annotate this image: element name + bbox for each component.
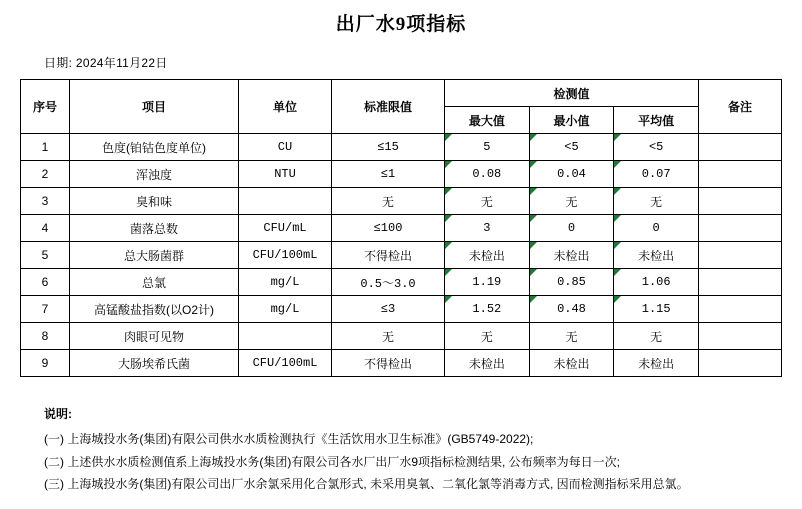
cell-avg: 0 xyxy=(614,215,699,242)
water-quality-table xyxy=(20,79,782,377)
cell-unit xyxy=(239,188,332,215)
header-max: 最大值 xyxy=(445,107,530,134)
cell-no: 1 xyxy=(21,134,70,161)
table-row xyxy=(21,323,782,350)
cell-avg: 无 xyxy=(614,323,699,350)
note-line-1: (一) 上海城投水务(集团)有限公司供水水质检测执行《生活饮用水卫生标准》(GB5749-2022); xyxy=(44,431,534,446)
table-head xyxy=(21,80,782,134)
cell-remark xyxy=(699,161,782,188)
header-unit: 单位 xyxy=(239,80,332,134)
cell-unit: CU xyxy=(239,134,332,161)
date-value: 2024年11月22日 xyxy=(75,56,168,70)
cell-min: 无 xyxy=(529,188,614,215)
cell-no: 4 xyxy=(21,215,70,242)
cell-max: 5 xyxy=(445,134,530,161)
cell-item: 浑浊度 xyxy=(70,161,239,188)
table-row xyxy=(21,296,782,323)
table-row xyxy=(21,188,782,215)
cell-no: 9 xyxy=(21,350,70,377)
cell-limit: 不得检出 xyxy=(332,242,445,269)
cell-item: 总大肠菌群 xyxy=(70,242,239,269)
cell-remark xyxy=(699,323,782,350)
cell-remark xyxy=(699,242,782,269)
table-body xyxy=(21,134,782,377)
header-min: 最小值 xyxy=(529,107,614,134)
cell-avg: <5 xyxy=(614,134,699,161)
note-line-3: (三) 上海城投水务(集团)有限公司出厂水余氯采用化合氯形式, 未采用臭氧、二氧化氯等消毒方式, 因而检测指标采用总氯。 xyxy=(44,477,689,492)
cell-max: 未检出 xyxy=(445,242,530,269)
page-title: 出厂水9项指标 xyxy=(335,14,467,35)
cell-limit: 不得检出 xyxy=(332,350,445,377)
cell-item: 色度(铂钴色度单位) xyxy=(70,134,239,161)
cell-item: 肉眼可见物 xyxy=(70,323,239,350)
cell-min: 0.04 xyxy=(529,161,614,188)
cell-limit: 0.5～3.0 xyxy=(332,269,445,296)
cell-avg: 0.07 xyxy=(614,161,699,188)
header-remark: 备注 xyxy=(699,80,782,134)
cell-limit: ≤100 xyxy=(332,215,445,242)
cell-unit xyxy=(239,323,332,350)
table-row xyxy=(21,269,782,296)
cell-max: 3 xyxy=(445,215,530,242)
cell-max: 未检出 xyxy=(445,350,530,377)
cell-unit: CFU/100mL xyxy=(239,242,332,269)
cell-max: 1.19 xyxy=(445,269,530,296)
cell-remark xyxy=(699,134,782,161)
cell-no: 8 xyxy=(21,323,70,350)
cell-min: 0.48 xyxy=(529,296,614,323)
date-line xyxy=(44,54,802,71)
cell-remark xyxy=(699,188,782,215)
header-no: 序号 xyxy=(21,80,70,134)
notes-section xyxy=(44,403,802,496)
table-row xyxy=(21,161,782,188)
cell-avg: 未检出 xyxy=(614,242,699,269)
table-row xyxy=(21,242,782,269)
cell-min: 未检出 xyxy=(529,242,614,269)
cell-limit: ≤15 xyxy=(332,134,445,161)
cell-max: 1.52 xyxy=(445,296,530,323)
cell-max: 无 xyxy=(445,323,530,350)
cell-no: 2 xyxy=(21,161,70,188)
cell-max: 0.08 xyxy=(445,161,530,188)
cell-unit: NTU xyxy=(239,161,332,188)
header-measured-group: 检测值 xyxy=(445,80,699,107)
cell-avg: 1.15 xyxy=(614,296,699,323)
header-avg: 平均值 xyxy=(614,107,699,134)
notes-title: 说明: xyxy=(44,407,72,421)
cell-max: 无 xyxy=(445,188,530,215)
note-line-2: (二) 上述供水水质检测值系上海城投水务(集团)有限公司各水厂出厂水9项指标检测结果, 公布频率为每日一次; xyxy=(44,454,620,469)
table-header-row-1 xyxy=(21,80,782,107)
header-limit: 标准限值 xyxy=(332,80,445,134)
cell-no: 5 xyxy=(21,242,70,269)
cell-unit: mg/L xyxy=(239,269,332,296)
cell-min: 0.85 xyxy=(529,269,614,296)
cell-item: 高锰酸盐指数(以O2计) xyxy=(70,296,239,323)
cell-remark xyxy=(699,215,782,242)
cell-no: 3 xyxy=(21,188,70,215)
table-row xyxy=(21,350,782,377)
cell-min: <5 xyxy=(529,134,614,161)
cell-remark xyxy=(699,350,782,377)
cell-avg: 1.06 xyxy=(614,269,699,296)
cell-item: 菌落总数 xyxy=(70,215,239,242)
cell-unit: mg/L xyxy=(239,296,332,323)
header-item: 项目 xyxy=(70,80,239,134)
cell-limit: 无 xyxy=(332,323,445,350)
cell-remark xyxy=(699,296,782,323)
table-row xyxy=(21,215,782,242)
cell-avg: 无 xyxy=(614,188,699,215)
cell-min: 0 xyxy=(529,215,614,242)
cell-avg: 未检出 xyxy=(614,350,699,377)
cell-limit: 无 xyxy=(332,188,445,215)
cell-no: 7 xyxy=(21,296,70,323)
cell-limit: ≤3 xyxy=(332,296,445,323)
cell-no: 6 xyxy=(21,269,70,296)
cell-unit: CFU/100mL xyxy=(239,350,332,377)
cell-remark xyxy=(699,269,782,296)
table-row xyxy=(21,134,782,161)
cell-unit: CFU/mL xyxy=(239,215,332,242)
cell-min: 未检出 xyxy=(529,350,614,377)
date-label: 日期: xyxy=(44,56,73,70)
cell-item: 大肠埃希氏菌 xyxy=(70,350,239,377)
cell-item: 臭和味 xyxy=(70,188,239,215)
cell-item: 总氯 xyxy=(70,269,239,296)
cell-min: 无 xyxy=(529,323,614,350)
cell-limit: ≤1 xyxy=(332,161,445,188)
